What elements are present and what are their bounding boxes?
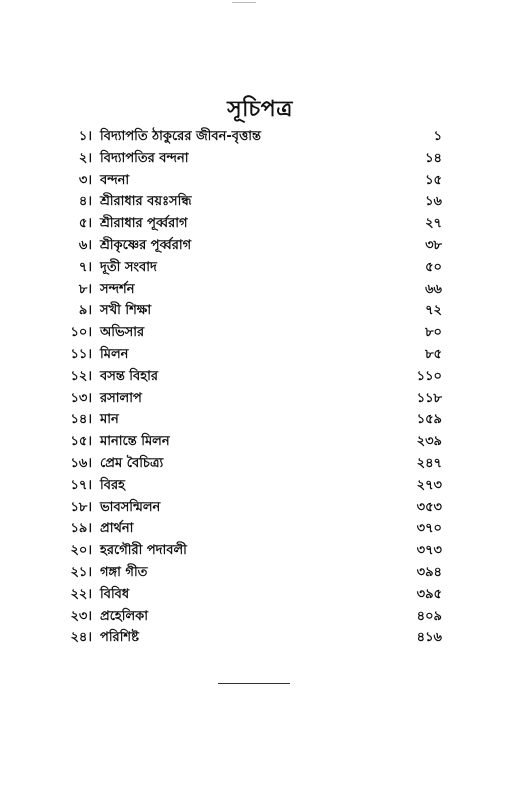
toc-entry-number: ১৫। [70, 434, 92, 450]
toc-entry-number: ২২। [70, 586, 92, 602]
toc-entry [0, 475, 520, 497]
toc-entry-page: ৩৯৪ [416, 564, 442, 580]
toc-entry-title: প্রহেলিকা [100, 608, 149, 624]
toc-entry [0, 497, 520, 519]
toc-entry-number: ১৭। [70, 477, 92, 493]
toc-entry-title: শ্রীরাধার পূর্ব্বরাগ [100, 216, 188, 232]
toc-entry-title: রসালাপ [100, 390, 142, 406]
toc-entry-number: ১। [78, 129, 92, 144]
toc-entry-title: বসন্ত বিহার [100, 368, 159, 384]
top-scan-mark [232, 2, 256, 3]
toc-entry-page: ১১০ [416, 368, 442, 384]
toc-entry-title: বিদ্যাপতির বন্দনা [100, 150, 189, 166]
toc-entry-title: বিবিধ [100, 586, 130, 602]
toc-entry-page: ১৫৯ [416, 412, 442, 428]
toc-entry-page: ১৬ [425, 194, 442, 210]
table-of-contents [0, 126, 520, 649]
toc-entry-number: ৪। [78, 194, 92, 210]
toc-entry [0, 191, 520, 213]
toc-entry-page: ২৭ [425, 216, 442, 232]
toc-entry [0, 409, 520, 431]
toc-entry-number: ২৩। [70, 608, 92, 624]
toc-entry [0, 366, 520, 388]
end-rule [218, 683, 290, 684]
toc-entry-number: ৮। [78, 281, 92, 297]
toc-entry-number: ৯। [78, 303, 92, 319]
toc-entry-page: ৮৫ [425, 346, 442, 362]
toc-entry [0, 627, 520, 649]
toc-entry-title: শ্রীকৃষ্ণের পূর্ব্বরাগ [100, 237, 192, 253]
toc-entry [0, 126, 520, 148]
toc-entry [0, 170, 520, 192]
toc-entry-title: সন্দর্শন [100, 281, 135, 297]
toc-entry-page: ৩৯৫ [416, 586, 442, 602]
toc-entry [0, 300, 520, 322]
toc-entry [0, 540, 520, 562]
toc-entry-page: ২৭৩ [416, 477, 442, 493]
toc-entry-title: মানান্তে মিলন [100, 434, 170, 450]
toc-entry [0, 235, 520, 257]
toc-entry-number: ২। [78, 150, 92, 166]
toc-entry-title: মিলন [100, 346, 129, 362]
toc-entry-page: ১১৮ [416, 390, 442, 406]
toc-entry-page: ৩৭৩ [416, 543, 442, 559]
toc-entry [0, 562, 520, 584]
toc-entry [0, 518, 520, 540]
toc-entry-number: ৫। [78, 216, 92, 232]
toc-entry-title: পরিশিষ্ট [100, 630, 139, 646]
toc-entry-title: দূতী সংবাদ [100, 259, 157, 275]
toc-entry [0, 388, 520, 410]
toc-entry-page: ২৩৯ [416, 434, 442, 450]
toc-entry-page: ৮০ [425, 325, 442, 341]
toc-entry-number: ৩। [78, 172, 92, 188]
toc-entry [0, 279, 520, 301]
toc-entry-page: ৩৫৩ [416, 499, 442, 515]
toc-entry-title: বিদ্যাপতি ঠাকুরের জীবন-বৃত্তান্ত [100, 129, 262, 144]
toc-entry-title: সখী শিক্ষা [100, 303, 152, 319]
toc-entry-page: ১৫ [425, 172, 442, 188]
toc-entry-title: বিরহ [100, 477, 125, 493]
toc-entry [0, 322, 520, 344]
toc-entry [0, 584, 520, 606]
toc-entry [0, 257, 520, 279]
toc-entry-title: প্রার্থনা [100, 521, 134, 537]
toc-entry-page: ৬৬ [425, 281, 442, 297]
toc-entry-number: ১৪। [70, 412, 92, 428]
toc-entry-page: ২৪৭ [416, 455, 442, 471]
toc-entry-title: গঙ্গা গীত [100, 564, 148, 580]
toc-entry-title: অভিসার [100, 325, 145, 341]
toc-entry-title: শ্রীরাধার বয়ঃসন্ধি [100, 194, 192, 210]
toc-entry-title: বন্দনা [100, 172, 130, 188]
page-title: সূচিপত্র [227, 96, 293, 122]
toc-entry-number: ২১। [70, 564, 92, 580]
toc-entry [0, 213, 520, 235]
toc-entry-page: ৩৮ [425, 237, 442, 253]
toc-entry [0, 344, 520, 366]
toc-entry-number: ১৮। [70, 499, 92, 515]
toc-entry [0, 606, 520, 628]
toc-entry-number: ১০। [70, 325, 92, 341]
toc-entry-title: হরগৌরী পদাবলী [100, 543, 187, 559]
toc-entry-number: ১৬। [70, 455, 92, 471]
toc-entry-number: ১৯। [70, 521, 92, 537]
toc-entry-title: মান [100, 412, 119, 428]
toc-entry-page: ১ [433, 129, 442, 144]
toc-entry [0, 148, 520, 170]
toc-entry [0, 453, 520, 475]
toc-entry-number: ১৩। [70, 390, 92, 406]
toc-entry-number: ১১। [70, 346, 92, 362]
toc-entry-page: ৩৭০ [416, 521, 442, 537]
toc-entry-title: প্রেম বৈচিত্র্য [100, 455, 164, 471]
toc-entry-page: ৪১৬ [416, 630, 442, 646]
toc-entry-number: ৬। [78, 237, 92, 253]
toc-entry [0, 431, 520, 453]
toc-entry-number: ২৪। [70, 630, 92, 646]
toc-entry-page: ৭২ [425, 303, 442, 319]
toc-entry-page: ৪০৯ [416, 608, 442, 624]
toc-entry-number: ১২। [70, 368, 92, 384]
toc-entry-page: ১৪ [425, 150, 442, 166]
toc-entry-number: ২০। [70, 543, 92, 559]
toc-entry-page: ৫০ [425, 259, 442, 275]
toc-entry-title: ভাবসন্মিলন [100, 499, 161, 515]
toc-entry-number: ৭। [78, 259, 92, 275]
